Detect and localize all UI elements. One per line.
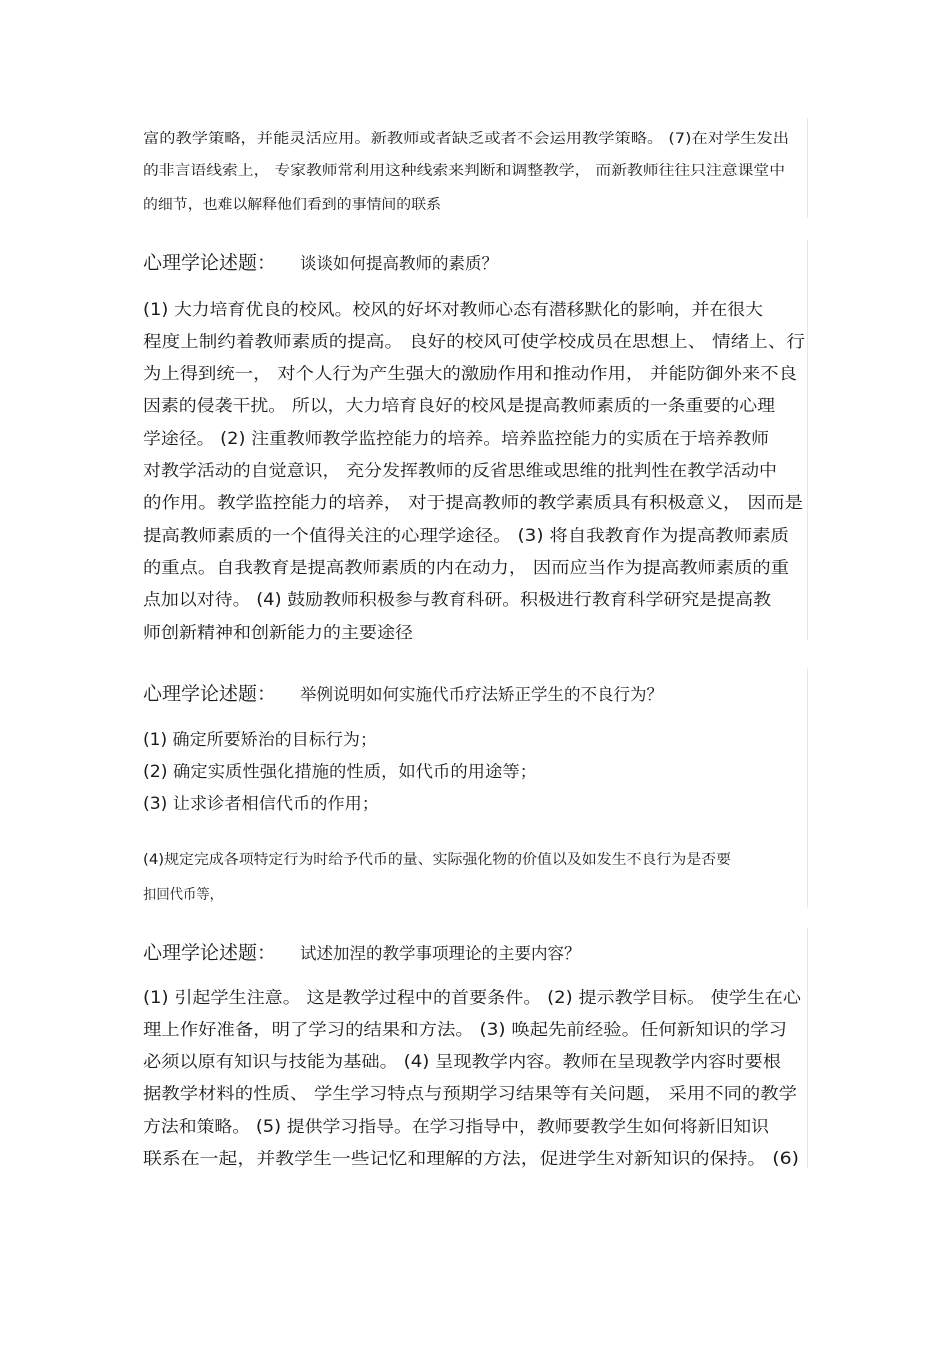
text-line: 点加以对待。 (4) 鼓励教师积极参与教育科研。积极进行教育科学研究是提高教 <box>143 590 771 609</box>
section-heading <box>143 938 581 965</box>
continuation-block <box>143 118 808 218</box>
text-line: 程度上制约着教师素质的提高。 良好的校风可使学校成员在思想上、 情绪上、行 <box>143 332 805 351</box>
text-line: 的重点。自我教育是提高教师素质的内在动力， 因而应当作为提高教师素质的重 <box>143 558 789 577</box>
section-heading <box>143 248 498 275</box>
text-line: 师创新精神和创新能力的主要途径 <box>143 623 413 642</box>
text-line: 联系在一起，并教学生一些记忆和理解的方法，促进学生对新知识的保持。 (6) <box>143 1149 799 1168</box>
text-line: 理上作好准备，明了学习的结果和方法。 (3) 唤起先前经验。任何新知识的学习 <box>143 1020 787 1039</box>
text-line: 因素的侵袭干扰。 所以，大力培育良好的校风是提高教师素质的一条重要的心理 <box>143 396 775 415</box>
list-item-continuation: 扣回代币等， <box>143 887 223 903</box>
text-line: 据教学材料的性质、 学生学习特点与预期学习结果等有关问题， 采用不同的教学 <box>143 1084 797 1103</box>
section-label: 心理学论述题： <box>143 252 277 274</box>
text-line: 富的教学策略，并能灵活应用。新教师或者缺乏或者不会运用教学策略。 (7)在对学生发出 <box>143 131 789 147</box>
section-question: 试述加涅的教学事项理论的主要内容？ <box>300 944 581 963</box>
text-line: 提高教师素质的一个值得关注的心理学途径。 (3) 将自我教育作为提高教师素质 <box>143 526 789 545</box>
text-line: 的细节，也难以解释他们看到的事情间的联系 <box>143 197 441 213</box>
section-label: 心理学论述题： <box>143 683 277 705</box>
text-line: (1) 大力培育优良的校风。校风的好坏对教师心态有潜移默化的影响，并在很大 <box>143 300 763 319</box>
list-item: (1) 确定所要矫治的目标行为； <box>143 730 377 749</box>
text-line: 方法和策略。 (5) 提供学习指导。在学习指导中，教师要教学生如何将新旧知识 <box>143 1117 769 1136</box>
section-gagne-events <box>143 928 808 1168</box>
text-line: 的非言语线索上， 专家教师常利用这种线索来判断和调整教学， 而新教师往往只注意课堂中 <box>143 163 785 179</box>
list-item: (4)规定完成各项特定行为时给予代币的量、实际强化物的价值以及如发生不良行为是否要 <box>143 852 731 868</box>
text-line: 为上得到统一， 对个人行为产生强大的激励作用和推动作用， 并能防御外来不良 <box>143 364 797 383</box>
text-line: 学途径。 (2) 注重教师教学监控能力的培养。培养监控能力的实质在于培养教师 <box>143 429 769 448</box>
text-line: 的作用。教学监控能力的培养， 对于提高教师的教学素质具有积极意义， 因而是 <box>143 493 803 512</box>
list-item: (3) 让求诊者相信代币的作用； <box>143 794 379 813</box>
list-item: (2) 确定实质性强化措施的性质，如代币的用途等； <box>143 762 537 781</box>
section-question: 谈谈如何提高教师的素质？ <box>300 254 499 273</box>
section-heading <box>143 679 663 706</box>
section-token-economy <box>143 668 808 908</box>
section-question: 举例说明如何实施代币疗法矫正学生的不良行为？ <box>300 685 664 704</box>
section-teacher-quality <box>143 240 808 640</box>
section-label: 心理学论述题： <box>143 942 277 964</box>
text-line: 必须以原有知识与技能为基础。 (4) 呈现教学内容。教师在呈现教学内容时要根 <box>143 1052 781 1071</box>
text-line: (1) 引起学生注意。 这是教学过程中的首要条件。 (2) 提示教学目标。 使学生在心 <box>143 988 802 1007</box>
text-line: 对教学活动的自觉意识， 充分发挥教师的反省思维或思维的批判性在教学活动中 <box>143 461 777 480</box>
